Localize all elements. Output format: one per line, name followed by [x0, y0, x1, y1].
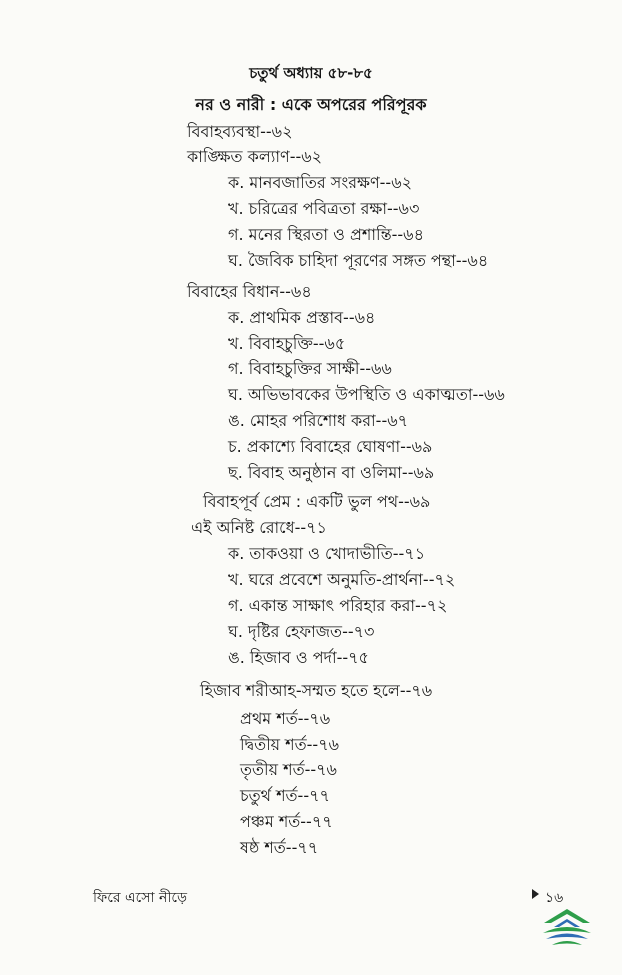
- toc-subitem: চতুর্থ শর্ত--৭৭: [240, 786, 330, 805]
- toc-heading: বিবাহব্যবস্থা--৬২: [187, 122, 293, 141]
- toc-subitem: তৃতীয় শর্ত--৭৬: [240, 760, 337, 779]
- toc-subitem: গ. মনের স্থিরতা ও প্রশান্তি--৬৪: [228, 225, 424, 244]
- toc-subitem: প্রথম শর্ত--৭৬: [240, 709, 331, 728]
- toc-subitem: ক. প্রাথমিক প্রস্তাব--৬৪: [228, 308, 376, 327]
- toc-subitem: গ. একান্ত সাক্ষাৎ পরিহার করা--৭২: [228, 596, 448, 615]
- chapter-title: চতুর্থ অধ্যায় ৫৮-৮৫: [249, 64, 373, 82]
- toc-heading: বিবাহের বিধান--৬৪: [187, 282, 312, 301]
- toc-heading: হিজাব শরীআহ-সম্মত হতে হলে--৭৬: [200, 681, 433, 700]
- toc-heading: বিবাহপূর্ব প্রেম : একটি ভুল পথ--৬৯: [203, 492, 431, 511]
- toc-subitem: চ. প্রকাশ্যে বিবাহের ঘোষণা--৬৯: [228, 437, 433, 456]
- page-arrow-icon: [532, 889, 539, 899]
- toc-subitem: ঘ. অভিভাবকের উপস্থিতি ও একাত্মতা--৬৬: [228, 385, 505, 404]
- footer-book-title: ফিরে এসো নীড়ে: [93, 890, 188, 906]
- toc-subitem: ঙ. হিজাব ও পর্দা--৭৫: [228, 648, 369, 667]
- toc-subitem: ষষ্ঠ শর্ত--৭৭: [240, 838, 319, 857]
- toc-subitem: পঞ্চম শর্ত--৭৭: [240, 812, 333, 831]
- toc-subitem: খ. বিবাহচুক্তি--৬৫: [228, 334, 346, 353]
- toc-subitem: ক. মানবজাতির সংরক্ষণ--৬২: [228, 173, 413, 192]
- toc-subitem: গ. বিবাহচুক্তির সাক্ষী--৬৬: [228, 359, 392, 378]
- chapter-subtitle: নর ও নারী : একে অপরের পরিপূরক: [195, 95, 427, 114]
- toc-subitem: ঘ. জৈবিক চাহিদা পূরণের সঙ্গত পন্থা--৬৪: [228, 251, 489, 270]
- toc-subitem: দ্বিতীয় শর্ত--৭৬: [240, 735, 340, 754]
- toc-subitem: ক. তাকওয়া ও খোদাভীতি--৭১: [228, 544, 426, 563]
- toc-heading: এই অনিষ্ট রোধে--৭১: [191, 518, 327, 537]
- toc-subitem: খ. ঘরে প্রবেশে অনুমতি-প্রার্থনা--৭২: [228, 570, 456, 589]
- toc-subitem: ঙ. মোহর পরিশোধ করা--৬৭: [228, 411, 409, 430]
- toc-heading: কাঙ্ক্ষিত কল্যাণ--৬২: [187, 147, 323, 166]
- toc-subitem: ছ. বিবাহ অনুষ্ঠান বা ওলিমা--৬৯: [228, 463, 435, 482]
- toc-subitem: ঘ. দৃষ্টির হেফাজত--৭৩: [228, 622, 375, 641]
- page-number: ১৬: [545, 890, 564, 906]
- publisher-logo-icon: [538, 905, 596, 955]
- toc-subitem: খ. চরিত্রের পবিত্রতা রক্ষা--৬৩: [228, 199, 420, 218]
